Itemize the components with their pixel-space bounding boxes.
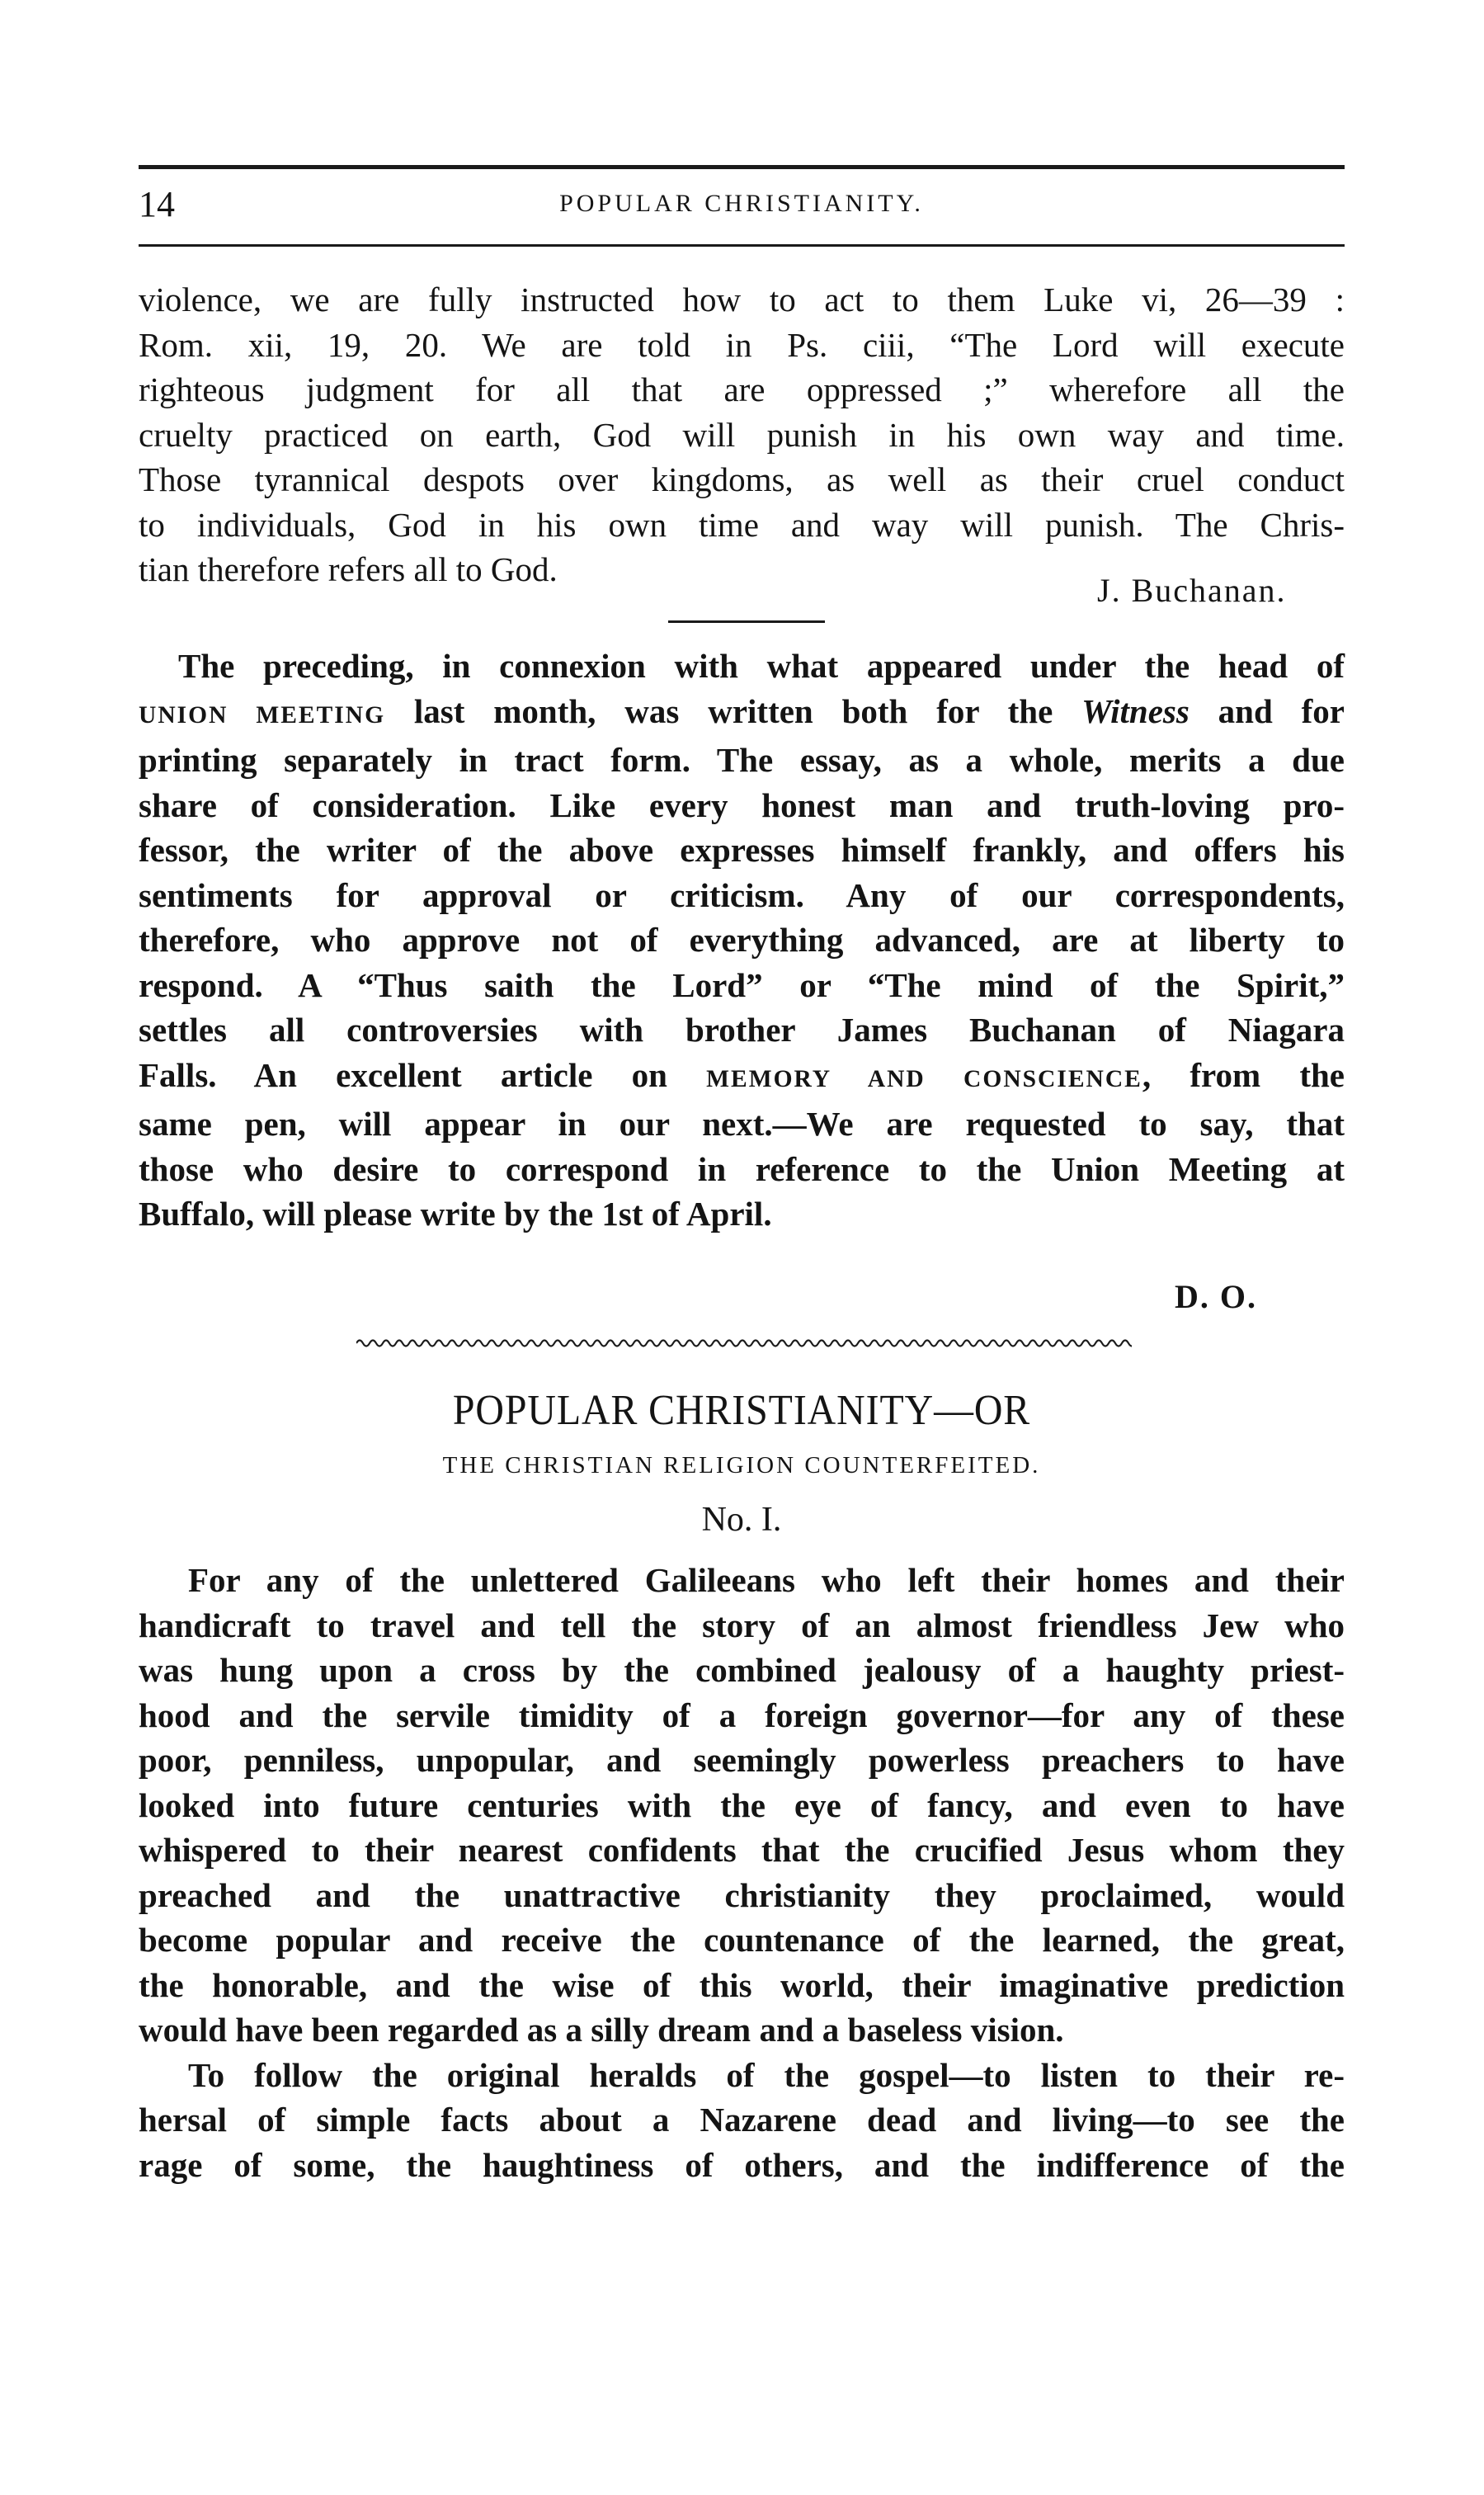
- text-line: cruelty practiced on earth, God will punish in his own way and time.: [139, 415, 1345, 454]
- text-line: looked into future centuries with the eye of fancy, and even to have: [139, 1785, 1345, 1824]
- article-number: No. I.: [701, 1501, 782, 1539]
- paragraph-editor-note: [139, 644, 1345, 1237]
- text-span: and for: [1189, 691, 1345, 730]
- text-span: Falls. An excellent article on: [139, 1055, 707, 1094]
- text-line: poor, penniless, unpopular, and seemingly powerless preachers to have: [139, 1741, 1345, 1779]
- paragraph-continued: [139, 277, 1345, 592]
- text-line: sentiments for approval or criticism. Any of our correspondents,: [139, 875, 1345, 914]
- text-line: settles all controversies with brother James Buchanan of Niagara: [139, 1011, 1345, 1049]
- small-caps-text: MEMORY AND CONSCIENCE: [706, 1065, 1142, 1092]
- running-head: POPULAR CHRISTIANITY.: [559, 190, 924, 217]
- text-line: Those tyrannical despots over kingdoms, as well as their cruel conduct: [139, 460, 1345, 498]
- article-body: [139, 1558, 1345, 2187]
- text-line: hood and the servile timidity of a foreign governor—for any of these: [139, 1696, 1345, 1734]
- signature-buchanan: J. Buchanan.: [1097, 572, 1287, 609]
- text-line: [139, 689, 1345, 738]
- article-title: POPULAR CHRISTIANITY—OR: [452, 1387, 1031, 1434]
- article-paragraph-2: [139, 2053, 1345, 2188]
- text-line: respond. A “Thus saith the Lord” or “The mind of the Spirit,”: [139, 965, 1345, 1004]
- page-header: [139, 183, 1345, 233]
- italic-text: Witness: [1081, 691, 1190, 730]
- text-line: therefore, who approve not of everything advanced, are at liberty to: [139, 921, 1345, 959]
- text-line: To follow the original heralds of the gospel—to listen to their re-: [188, 2055, 1345, 2094]
- text-line: preached and the unattractive christianity they proclaimed, would: [139, 1875, 1345, 1914]
- editor-note: [139, 644, 1345, 1237]
- article-subtitle: THE CHRISTIAN RELIGION COUNTERFEITED.: [442, 1452, 1041, 1479]
- text-span: last month, was written both for the: [385, 691, 1082, 730]
- text-line: share of consideration. Like every honest man and truth-loving pro-: [139, 785, 1345, 824]
- text-line: whispered to their nearest confidents that the crucified Jesus whom they: [139, 1831, 1345, 1869]
- text-line: the honorable, and the wise of this world, their imaginative prediction: [139, 1965, 1345, 2004]
- signature-editor: D. O.: [1175, 1278, 1257, 1315]
- text-span: , from the: [1142, 1055, 1345, 1094]
- text-line: The preceding, in connexion with what appeared under the head of: [178, 647, 1345, 685]
- section-divider: [668, 620, 825, 623]
- text-line: to individuals, God in his own time and way will punish. The Chris-: [139, 505, 1345, 544]
- text-line: Rom. xii, 19, 20. We are told in Ps. ciii, “The Lord will execute: [139, 325, 1345, 364]
- text-line: rage of some, the haughtiness of others, and the indifference of the: [139, 2145, 1345, 2184]
- text-line: printing separately in tract form. The essay, as a whole, merits a due: [139, 741, 1345, 779]
- page-number: 14: [139, 184, 175, 224]
- header-top-rule: [139, 165, 1345, 169]
- text-line: fessor, the writer of the above expresses himself frankly, and offers his: [139, 831, 1345, 869]
- text-line: become popular and receive the countenance of the learned, the great,: [139, 1921, 1345, 1959]
- section-continued-text: [139, 277, 1345, 592]
- small-caps-text: UNION MEETING: [139, 701, 386, 729]
- header-bottom-rule: [139, 244, 1345, 247]
- text-line: Buffalo, will please write by the 1st of April.: [139, 1195, 772, 1233]
- text-line: For any of the unlettered Galileeans who left their homes and their: [188, 1561, 1345, 1599]
- wavy-divider: [356, 1335, 1132, 1351]
- text-line: same pen, will appear in our next.—We are requested to say, that: [139, 1105, 1345, 1143]
- text-line: hersal of simple facts about a Nazarene dead and living—to see the: [139, 2101, 1345, 2139]
- text-line: tian therefore refers all to God.: [139, 550, 558, 588]
- text-line: handicraft to travel and tell the story of an almost friendless Jew who: [139, 1606, 1345, 1644]
- text-line: violence, we are fully instructed how to act to them Luke vi, 26—39 :: [139, 281, 1345, 318]
- article-paragraph-1: [139, 1558, 1345, 2053]
- text-line: righteous judgment for all that are oppressed ;” wherefore all the: [139, 370, 1345, 408]
- text-line: would have been regarded as a silly dream and a baseless vision.: [139, 2011, 1064, 2049]
- text-line: was hung upon a cross by the combined jealousy of a haughty priest-: [139, 1651, 1345, 1689]
- text-line: those who desire to correspond in reference to the Union Meeting at: [139, 1149, 1345, 1188]
- text-line: [139, 1053, 1345, 1102]
